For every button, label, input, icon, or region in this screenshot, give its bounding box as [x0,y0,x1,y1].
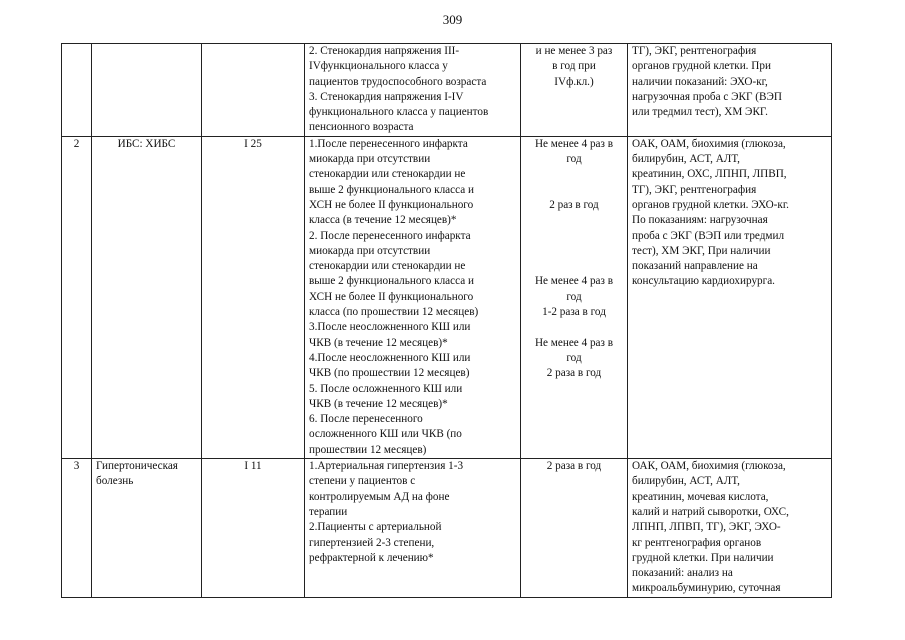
condition-line: 5. После осложненного КШ или [309,382,463,395]
condition-line: 1.После перенесенного инфаркта [309,137,468,150]
condition-line: класса (по прошествии 12 месяцев) [309,306,479,319]
frequency-cell [521,136,628,458]
frequency-line: 2 раз в год [549,198,599,211]
condition-line: стенокардии или стенокардии не [309,260,466,273]
conditions-cell [305,44,521,137]
condition-line: выше 2 функционального класса и [309,183,474,196]
condition-line: 4.После неосложненного КШ или [309,351,471,364]
condition-line: функционального класса у пациентов [309,106,489,119]
condition-line: выше 2 функционального класса и [309,275,474,288]
exam-line: или тредмил тест), ХМ ЭКГ. [632,106,768,119]
table-row [62,136,832,458]
condition-line: прошествии 12 месяцев) [309,443,427,456]
condition-line: миокарда при отсутствии [309,153,431,166]
frequency-line: IVф.кл.) [554,75,594,88]
frequency-gap [525,229,623,244]
exam-line: креатинин, мочевая кислота, [632,490,769,503]
exam-line: проба с ЭКГ (ВЭП или тредмил [632,229,785,242]
exam-line: органов грудной клетки. При [632,60,771,73]
condition-line: 6. После перенесенного [309,413,423,426]
exam-line: ОАК, ОАМ, биохимия (глюкоза, [632,137,786,150]
condition-line: пенсионного возраста [309,121,414,134]
icd-code-cell: I 11 [202,459,305,598]
frequency-line: Не менее 4 раз в [534,336,614,349]
row-number-cell: 3 [62,459,92,598]
frequency-cell [521,459,628,598]
exam-line: нагрузочная проба с ЭКГ (ВЭП [632,90,782,103]
frequency-gap [525,259,623,274]
frequency-line: год [566,153,582,166]
condition-line: 2.Пациенты с артериальной [309,521,442,534]
condition-line: степени у пациентов с [309,475,416,488]
exam-line: кг рентгенография органов [632,536,762,549]
icd-code-cell [202,44,305,137]
exam-line: креатинин, ОХС, ЛПНП, ЛПВП, [632,168,787,181]
condition-line: осложненного КШ или ЧКВ (по [309,428,462,441]
disease-name-line: ИБС: ХИБС [117,137,176,150]
disease-name-line: болезнь [96,475,134,488]
exam-line: ТГ), ЭКГ, рентгенография [632,45,757,57]
condition-line: 2. После перенесенного инфаркта [309,229,471,242]
condition-line: ХСН не более II функционального [309,290,474,303]
condition-line: терапии [309,505,348,518]
exam-line: калий и натрий сыворотки, ОХС, [632,505,789,518]
frequency-line: и не менее 3 раз [535,45,613,57]
condition-line: класса (в течение 12 месяцев)* [309,214,457,227]
exam-line: показаний направление на [632,260,758,273]
icd-code-cell: I 25 [202,136,305,458]
frequency-gap [525,183,623,198]
frequency-line: Не менее 4 раз в [534,137,614,150]
table-row [62,44,832,137]
condition-line: ЧКВ (по прошествии 12 месяцев) [309,367,470,380]
frequency-line: год [566,351,582,364]
condition-line: IVфункционального класса у [309,60,448,73]
exam-line: консультацию кардиохирурга. [632,275,775,288]
exam-line: ОАК, ОАМ, биохимия (глюкоза, [632,460,786,473]
row-number-cell: 2 [62,136,92,458]
exam-line: По показаниям: нагрузочная [632,214,768,227]
frequency-gap [525,213,623,228]
examinations-cell [628,136,832,458]
frequency-line: Не менее 4 раз в [534,275,614,288]
treatment-table [61,43,832,598]
exam-line: органов грудной клетки. ЭХО-кг. [632,198,789,211]
frequency-line: год [566,290,582,303]
disease-name-cell [92,459,202,598]
examinations-cell [628,459,832,598]
frequency-gap [525,320,623,335]
condition-line: 3. Стенокардия напряжения I-IV [309,90,464,103]
frequency-line: 2 раза в год [546,460,602,473]
disease-name-cell [92,136,202,458]
frequency-gap [525,167,623,182]
conditions-cell [305,136,521,458]
disease-name-line: Гипертоническая [96,460,178,473]
table-row [62,459,832,598]
condition-line: 2. Стенокардия напряжения III- [309,45,460,57]
condition-line: ЧКВ (в течение 12 месяцев)* [309,397,448,410]
exam-line: ТГ), ЭКГ, рентгенография [632,183,757,196]
examinations-cell [628,44,832,137]
disease-name-cell [92,44,202,137]
conditions-cell [305,459,521,598]
condition-line: 3.После неосложненного КШ или [309,321,471,334]
exam-line: билирубин, АСТ, АЛТ, [632,153,740,166]
condition-line: стенокардии или стенокардии не [309,168,466,181]
condition-line: ЧКВ (в течение 12 месяцев)* [309,336,448,349]
exam-line: ЛПНП, ЛПВП, ТГ), ЭКГ, ЭХО- [632,521,781,534]
exam-line: грудной клетки. При наличии [632,551,774,564]
condition-line: 1.Артериальная гипертензия 1-3 [309,460,464,473]
condition-line: миокарда при отсутствии [309,244,431,257]
exam-line: микроальбуминурию, суточная [632,582,781,595]
frequency-cell [521,44,628,137]
row-number-cell [62,44,92,137]
exam-line: показаний: анализ на [632,567,733,580]
frequency-line: 1-2 раза в год [542,306,606,319]
condition-line: пациентов трудоспособного возраста [309,75,487,88]
frequency-gap [525,244,623,259]
condition-line: контролируемым АД на фоне [309,490,450,503]
page-number: 309 [442,12,463,27]
frequency-line: 2 раза в год [546,367,602,380]
exam-line: наличии показаний: ЭХО-кг, [632,75,768,88]
exam-line: тест), ХМ ЭКГ, При наличии [632,244,771,257]
frequency-line: в год при [552,60,596,73]
exam-line: билирубин, АСТ, АЛТ, [632,475,740,488]
condition-line: гипертензией 2-3 степени, [309,536,435,549]
condition-line: рефрактерной к лечению* [309,551,434,564]
condition-line: ХСН не более II функционального [309,198,474,211]
